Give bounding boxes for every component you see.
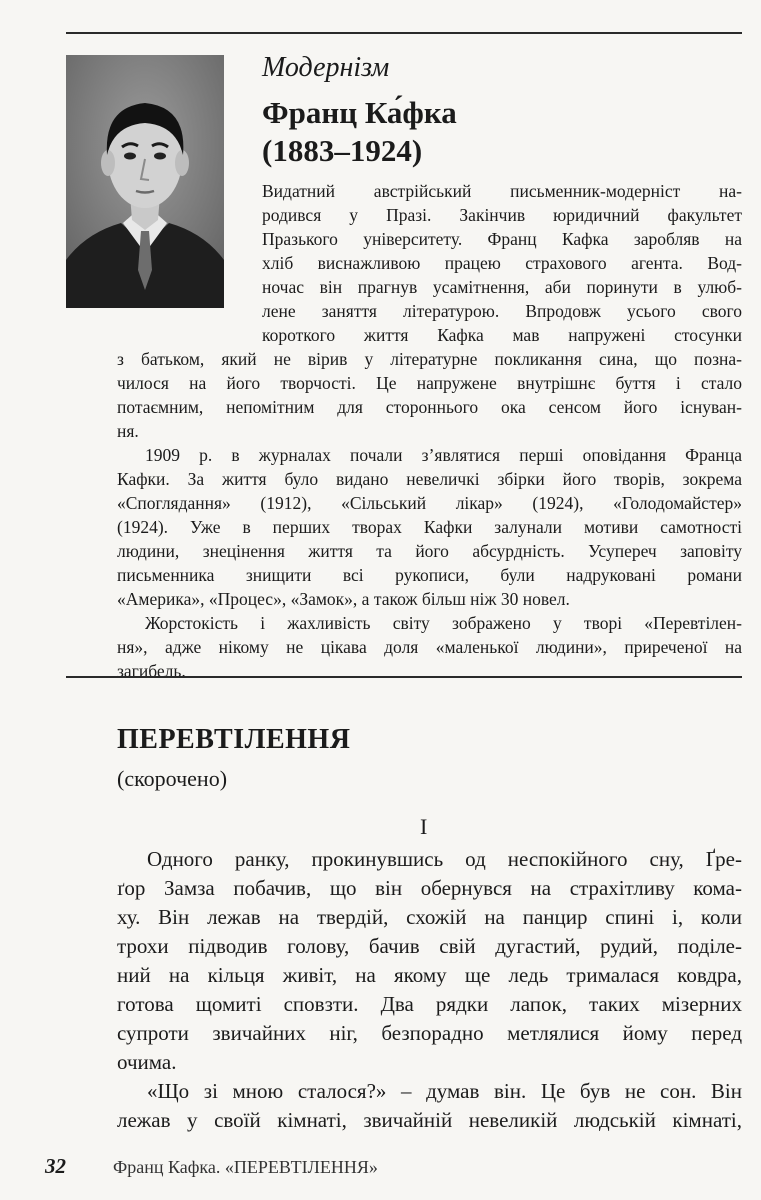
bio-line: «Споглядання» (1912), «Сільський лікар» (1924), «Голодомайстер» <box>117 493 742 513</box>
section-label: Модернізм <box>262 52 390 83</box>
bio-line: короткого життя Кафка мав напружені стосунки <box>262 325 742 345</box>
bio-line: ня. <box>117 421 139 441</box>
running-title: Франц Кафка. «ПЕРЕВТІЛЕННЯ» <box>113 1157 378 1177</box>
bio-line: ня», адже нікому не цікава доля «маленької людини», приреченої на <box>117 637 742 657</box>
text-line: ний на кільця живіт, на якому ще ледь трималася ковдра, <box>117 963 742 987</box>
bio-line: з батьком, який не вірив у літературне покликання сина, що позна- <box>117 349 742 369</box>
bio-line: Празького університету. Франц Кафка заробляв на <box>262 229 742 249</box>
text-line: лежав у своїй кімнаті, звичайній невеликій людській кімнаті, <box>117 1108 742 1132</box>
bio-line: загибель. <box>117 661 186 681</box>
bio-line: хліб виснажливою працею страхового агента. Вод- <box>262 253 742 273</box>
bio-line: (1924). Уже в перших творах Кафки залунали мотиви самотності <box>117 517 742 537</box>
text-line: ґор Замза побачив, що він обернувся на страхітливу кома- <box>117 876 742 900</box>
work-title: ПЕРЕВТІЛЕННЯ <box>117 724 351 755</box>
bio-line: лене заняття літературою. Впродовж усього свого <box>262 301 742 321</box>
text-line: ху. Він лежав на твердій, схожій на панцир спині і, коли <box>117 905 742 929</box>
bio-line: потаємним, непомітним для стороннього ока сенсом його існуван- <box>117 397 742 417</box>
section-divider <box>66 676 742 678</box>
bio-line: Жорстокість і жахливість світу зображено у творі «Перевтілен- <box>145 613 742 633</box>
page-number: 32 <box>45 1154 66 1178</box>
bio-line: людини, знецінення життя та його абсурдність. Усупереч заповіту <box>117 541 742 561</box>
bio-line: «Америка», «Процес», «Замок», а також більш ніж 30 новел. <box>117 589 570 609</box>
bio-line: Видатний австрійський письменник-модерніст на- <box>262 181 742 201</box>
abridged-note: (скорочено) <box>117 766 228 791</box>
text-line: Одного ранку, прокинувшись од неспокійного сну, Ґре- <box>147 847 742 871</box>
bio-line: Кафки. За життя було видано невеличкі збірки його творів, зокрема <box>117 469 742 489</box>
bio-line: родився у Празі. Закінчив юридичний факультет <box>262 205 742 225</box>
author-name: Франц Ка́фка <box>262 95 457 130</box>
text-line: супроти звичайних ніг, безпорадно метлялися йому перед <box>117 1021 742 1045</box>
text-line: очима. <box>117 1050 177 1074</box>
bio-line: ночас він прагнув усамітнення, аби поринути в улюб- <box>262 277 742 297</box>
author-portrait <box>66 55 224 308</box>
chapter-number: I <box>420 814 428 839</box>
portrait-photo <box>66 55 224 308</box>
bio-line: 1909 р. в журналах почали з’являтися перші оповідання Франца <box>145 445 742 465</box>
bio-line: чилося на його творчості. Це напружене внутрішнє буття і стало <box>117 373 742 393</box>
text-line: «Що зі мною сталося?» – думав він. Це був не сон. Він <box>147 1079 742 1103</box>
author-years: (1883–1924) <box>262 133 423 168</box>
text-line: готова щомиті сповзти. Два рядки лапок, таких мізерних <box>117 992 742 1016</box>
bio-line: письменника знищити всі рукописи, були надруковані романи <box>117 565 742 585</box>
top-rule <box>66 32 742 34</box>
text-line: трохи підводив голову, бачив свій дугастий, рудий, поділе- <box>117 934 742 958</box>
